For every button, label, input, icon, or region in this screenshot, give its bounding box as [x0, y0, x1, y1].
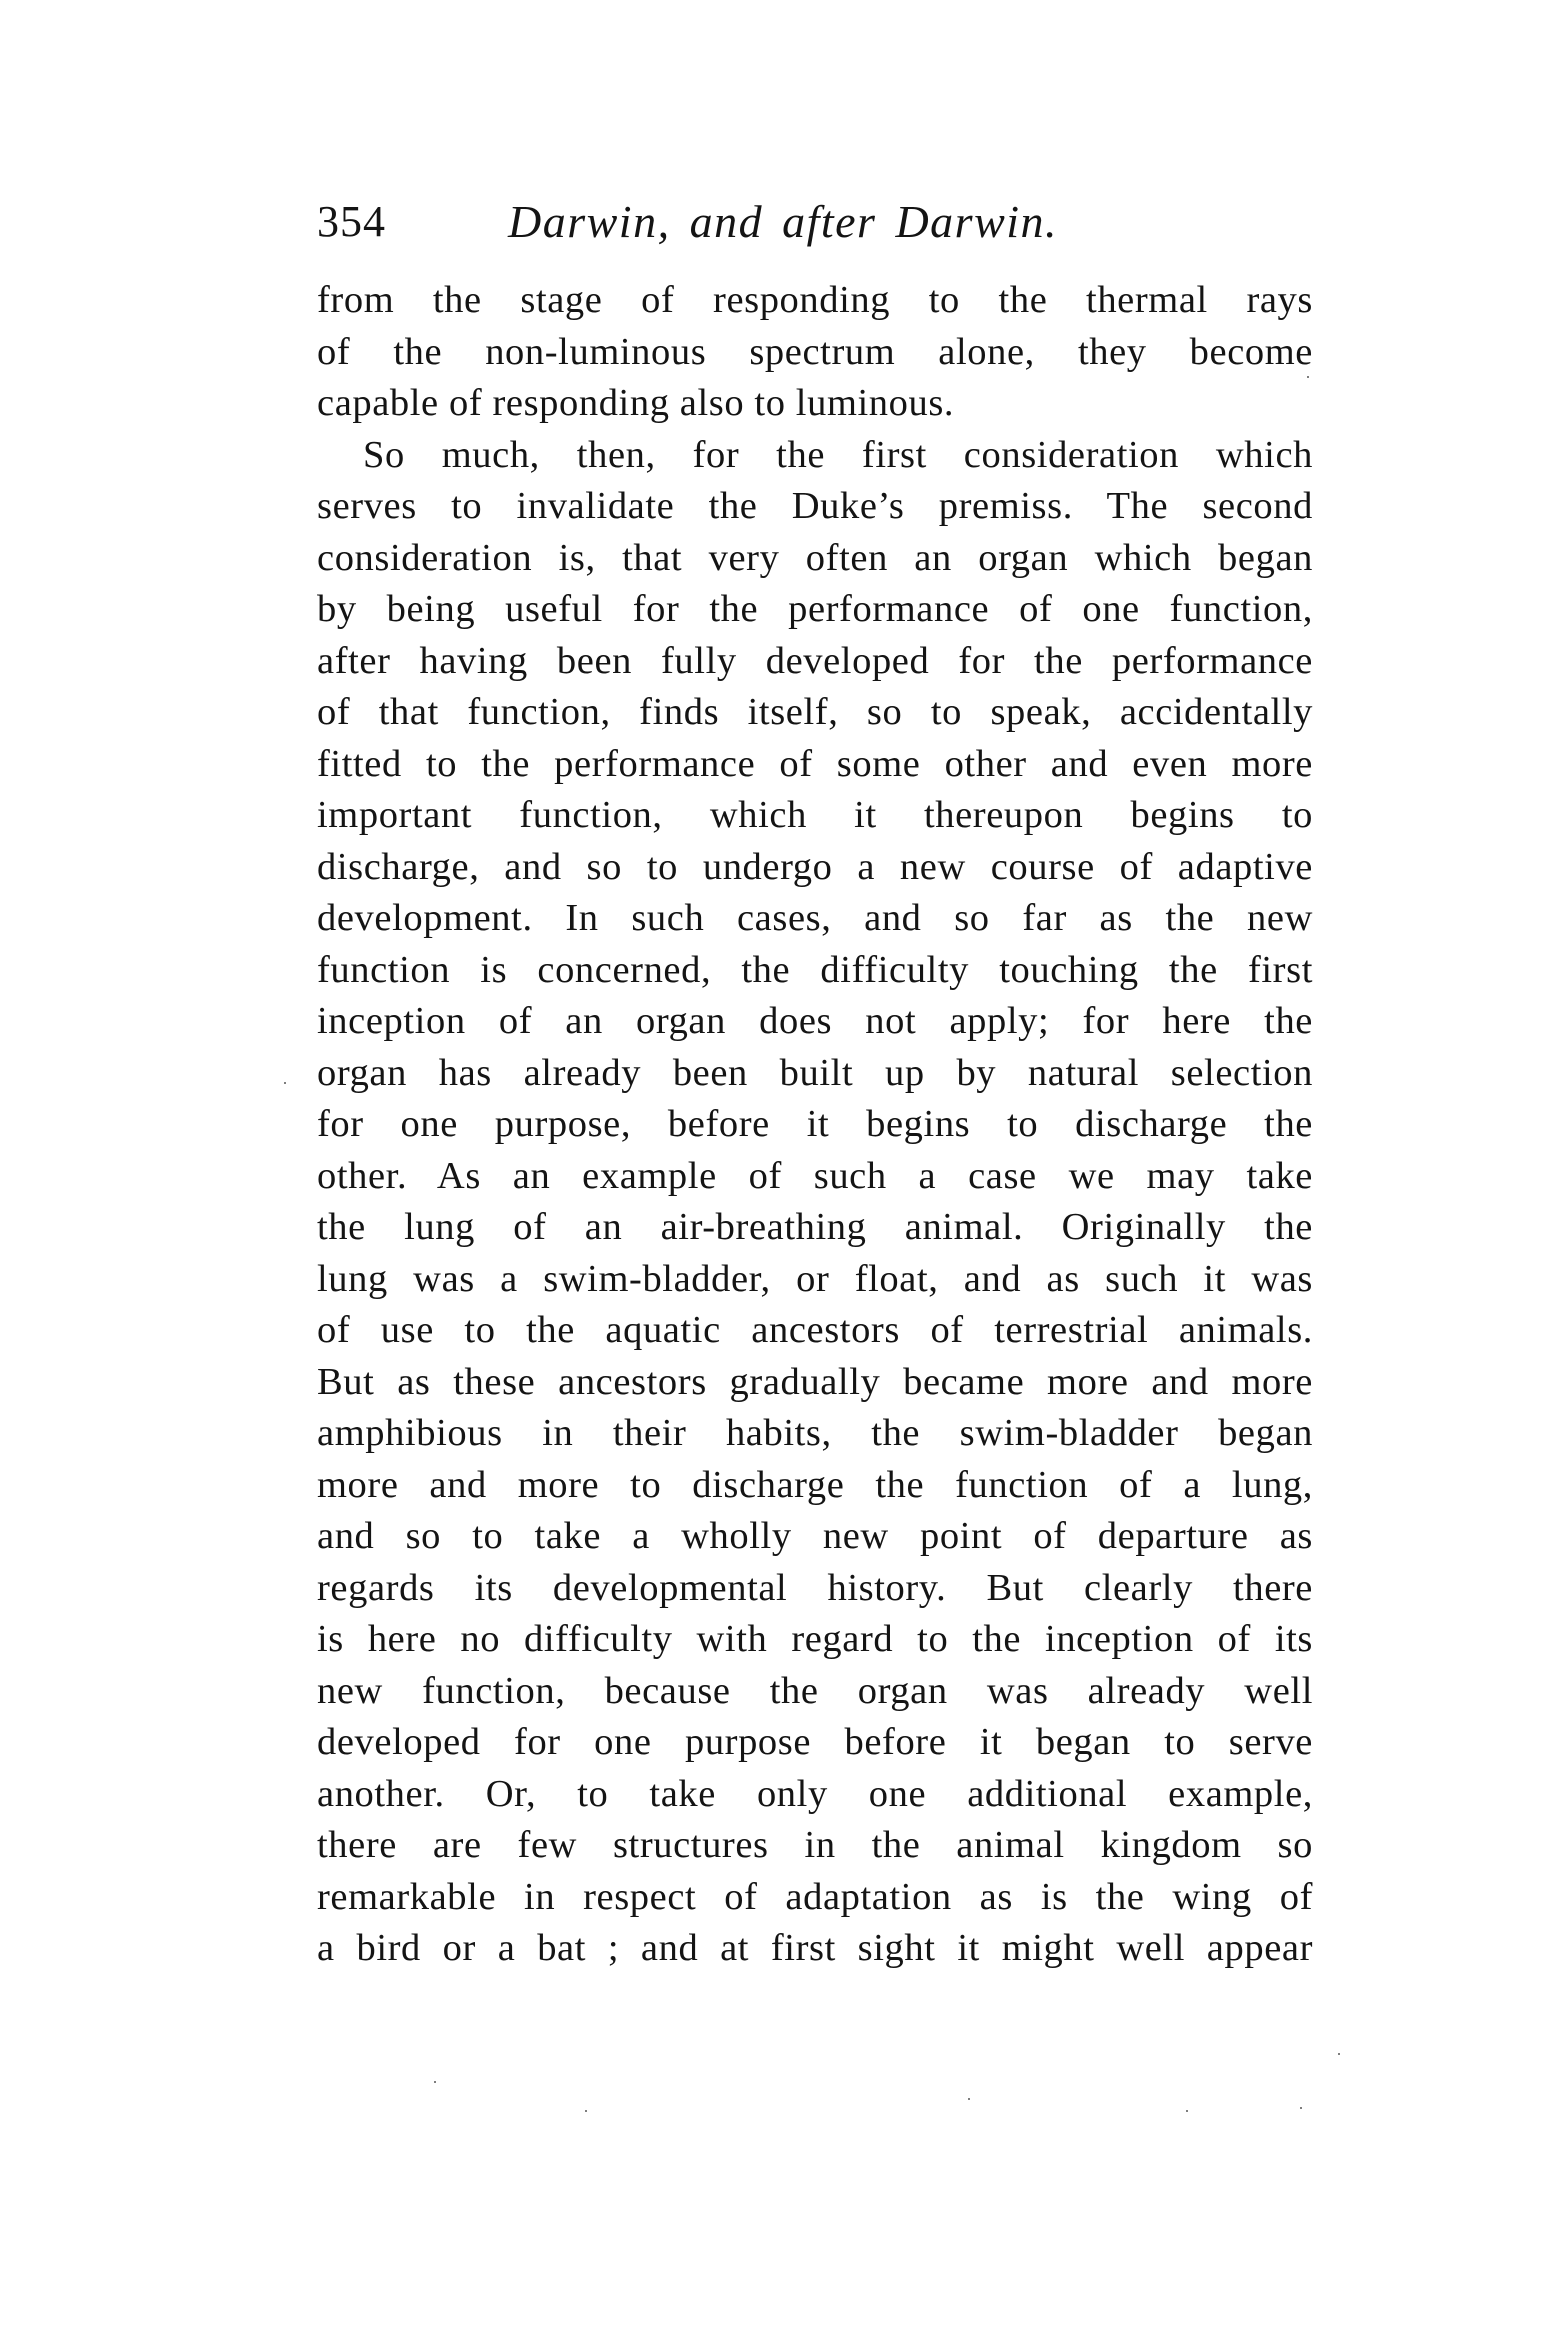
- text-line: But as these ancestors gradually became more and more: [317, 1360, 1313, 1403]
- scan-speck: [434, 2081, 436, 2083]
- text-line: other. As an example of such a case we may take: [317, 1154, 1313, 1197]
- running-head: [317, 196, 1317, 248]
- text-line: important function, which it thereupon begins to: [317, 794, 1313, 836]
- text-line: more and more to discharge the function of a lung,: [317, 1463, 1313, 1506]
- text-line: of that function, finds itself, so to speak, accidentally: [317, 691, 1313, 733]
- scan-speck: [1186, 2110, 1188, 2112]
- text-line: serves to invalidate the Duke’s premiss. The second: [317, 485, 1313, 527]
- text-line: consideration is, that very often an organ which began: [317, 536, 1313, 579]
- scan-speck: [1300, 2107, 1302, 2109]
- text-line: and so to take a wholly new point of departure as: [317, 1515, 1313, 1557]
- text-line: remarkable in respect of adaptation as is the wing of: [317, 1875, 1313, 1918]
- text-line: amphibious in their habits, the swim-bladder began: [317, 1412, 1313, 1454]
- page-number: 354: [317, 197, 386, 246]
- text-line: another. Or, to take only one additional example,: [317, 1772, 1313, 1815]
- scan-speck: [968, 2098, 970, 2100]
- text-line: discharge, and so to undergo a new course of adaptive: [317, 845, 1313, 888]
- text-line: there are few structures in the animal kingdom so: [317, 1824, 1313, 1866]
- text-line: for one purpose, before it begins to discharge the: [317, 1103, 1313, 1145]
- running-title: Darwin, and after Darwin.: [508, 196, 1059, 247]
- text-line: inception of an organ does not apply; for here the: [317, 1000, 1313, 1042]
- text-line: of the non-luminous spectrum alone, they become: [317, 330, 1313, 373]
- text-line: by being useful for the performance of one function,: [317, 588, 1313, 630]
- text-line: from the stage of responding to the thermal rays: [317, 279, 1313, 321]
- text-line: lung was a swim-bladder, or float, and as such it was: [317, 1257, 1313, 1300]
- text-line: new function, because the organ was already well: [317, 1669, 1313, 1712]
- text-line: organ has already been built up by natural selection: [317, 1051, 1313, 1094]
- text-line: after having been fully developed for the performance: [317, 639, 1313, 682]
- text-line: function is concerned, the difficulty touching the first: [317, 948, 1313, 991]
- scan-speck: [284, 1082, 286, 1084]
- scan-speck: [1307, 376, 1309, 378]
- text-line: of use to the aquatic ancestors of terrestrial animals.: [317, 1309, 1313, 1351]
- text-line: regards its developmental history. But clearly there: [317, 1566, 1313, 1609]
- paragraph-start-line: So much, then, for the first consideration which: [363, 433, 1313, 476]
- text-line: developed for one purpose before it began to serve: [317, 1721, 1313, 1763]
- text-line: fitted to the performance of some other and even more: [317, 742, 1313, 785]
- text-line: a bird or a bat ; and at first sight it might well appear: [317, 1927, 1313, 1969]
- text-line: capable of responding also to luminous.: [317, 382, 955, 424]
- text-line: the lung of an air-breathing animal. Originally the: [317, 1206, 1313, 1248]
- body-text: [317, 275, 1313, 1975]
- scan-speck: [585, 2110, 587, 2112]
- text-line: is here no difficulty with regard to the inception of its: [317, 1618, 1313, 1660]
- scan-speck: [1338, 2053, 1340, 2055]
- text-line: development. In such cases, and so far as the new: [317, 897, 1313, 939]
